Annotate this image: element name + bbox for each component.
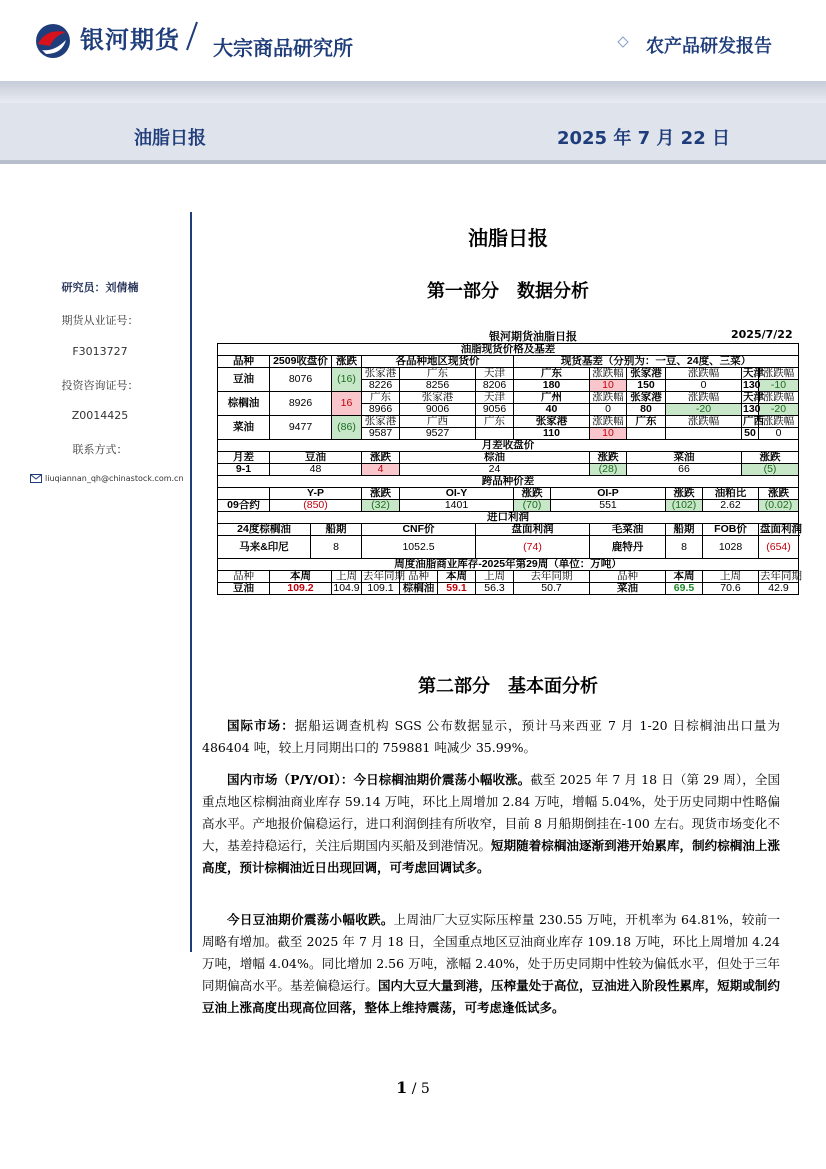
spread-cell: 9-1 xyxy=(218,464,270,476)
basis-loc: 张家港 xyxy=(627,368,666,380)
report-type: 农产品研发报告 xyxy=(646,36,772,57)
import-cell: 鹿特丹 xyxy=(590,536,666,559)
cross-cell: 551 xyxy=(551,500,666,512)
header-band xyxy=(0,81,826,103)
inv-head: 去年同期 xyxy=(760,570,802,582)
price-cell: 9056 xyxy=(476,404,514,416)
section-import: 进口利润 xyxy=(218,512,799,524)
loc-cell: 广东 xyxy=(400,368,476,380)
basis-chg-label: 涨跌幅 xyxy=(666,368,742,380)
header-title: 油脂日报 xyxy=(134,128,206,149)
import-head: 船期 xyxy=(666,524,703,536)
import-cell: 马来&印尼 xyxy=(218,536,311,559)
basis-value xyxy=(627,428,666,440)
spread-head: 菜油 xyxy=(627,452,742,464)
spread-cell: 66 xyxy=(627,464,742,476)
inv-cell: 109.1 xyxy=(362,583,400,595)
cross-cell: (102) xyxy=(666,500,703,512)
price-cell xyxy=(476,428,514,440)
basis-chg-label: 涨跌幅 xyxy=(666,416,742,428)
row-close: 8926 xyxy=(270,392,332,416)
import-cell: 8 xyxy=(666,536,703,559)
spread-head: 涨跌 xyxy=(362,452,400,464)
section-cross: 跨品种价差 xyxy=(218,476,799,488)
cross-head: OI-P xyxy=(551,488,666,500)
import-head: CNF价 xyxy=(362,524,476,536)
inv-cell: 菜油 xyxy=(590,583,666,595)
basis-loc: 广西 xyxy=(743,415,764,427)
table-date: 2025/7/22 xyxy=(731,328,793,341)
loc-cell: 广东 xyxy=(476,416,514,428)
para-conclusion: 短期随着棕榈油逐渐到港开始累库，制约棕榈油上涨高度，预计棕榈油近日出现回调，可考虑回调试多。 xyxy=(202,838,780,875)
basis-loc: 广东 xyxy=(627,416,666,428)
cert-number: F3013727 xyxy=(72,345,128,358)
cross-head: 涨跌 xyxy=(759,488,799,500)
import-head: 毛菜油 xyxy=(590,524,666,536)
basis-chg-label: 涨跌幅 xyxy=(666,392,742,404)
loc-cell: 张家港 xyxy=(400,392,476,404)
price-cell: 8226 xyxy=(362,380,400,392)
inv-head: 本周 xyxy=(270,571,332,583)
basis-chg-label: 涨跌幅 xyxy=(590,368,627,380)
loc-cell: 张家港 xyxy=(362,416,400,428)
import-cell: (74) xyxy=(476,536,590,559)
row-chg: (86) xyxy=(332,416,362,440)
cross-cell: 09合约 xyxy=(218,500,270,512)
email-text[interactable]: liuqiannan_qh@chinastock.com.cn xyxy=(45,474,184,483)
import-cell: (654) xyxy=(759,536,799,559)
col-basis: 现货基差（分别为：一豆、24度、三菜） xyxy=(514,356,799,368)
inv-head: 品种 xyxy=(400,571,438,583)
basis-loc: 张家港 xyxy=(627,392,666,404)
cross-head: Y-P xyxy=(270,488,362,500)
loc-cell: 广西 xyxy=(400,416,476,428)
inv-cell: 69.5 xyxy=(666,583,703,595)
part2-heading: 第二部分 基本面分析 xyxy=(418,676,598,697)
basis-loc: 天津 xyxy=(743,391,764,403)
spread-head: 棕油 xyxy=(400,452,590,464)
para-lead: 今日豆油期价震荡小幅收跌。 xyxy=(227,912,394,927)
price-cell: 8966 xyxy=(362,404,400,416)
spread-cell: 48 xyxy=(270,464,362,476)
price-cell: 8206 xyxy=(476,380,514,392)
basis-loc: 广东 xyxy=(514,368,590,380)
report-header xyxy=(0,0,826,80)
basis-chg: 10 xyxy=(590,380,627,392)
spread-cell: 24 xyxy=(400,464,590,476)
row-name: 菜油 xyxy=(218,416,270,440)
loc-cell: 张家港 xyxy=(362,368,400,380)
galaxy-logo-icon xyxy=(32,22,74,60)
inv-head: 本周 xyxy=(438,571,476,583)
basis-chg-label: 涨跌幅 xyxy=(759,368,799,380)
page-current: 1 xyxy=(396,1078,408,1097)
import-head: 24度棕榈油 xyxy=(218,524,311,536)
inv-cell: 70.6 xyxy=(703,583,759,595)
page-number xyxy=(0,1078,826,1097)
row-close: 9477 xyxy=(270,416,332,440)
header-date: 2025 年 7 月 22 日 xyxy=(556,128,730,149)
inv-cell: 50.7 xyxy=(514,583,590,595)
import-head: 盘面利润 xyxy=(476,524,590,536)
basis-value: 40 xyxy=(514,404,590,416)
import-head: FOB价 xyxy=(703,524,759,536)
spread-cell: (5) xyxy=(742,464,799,476)
price-cell: 9587 xyxy=(362,428,400,440)
inv-head: 本周 xyxy=(666,571,703,583)
basis-chg-label: 涨跌幅 xyxy=(590,392,627,404)
inv-head: 上周 xyxy=(476,571,514,583)
cross-cell: (850) xyxy=(270,500,362,512)
import-cell: 1028 xyxy=(703,536,759,559)
basis-value: 110 xyxy=(514,428,590,440)
basis-chg-label: 涨跌幅 xyxy=(759,416,799,428)
cross-head: 涨跌 xyxy=(514,488,551,500)
inv-cell: 42.9 xyxy=(759,583,799,595)
basis-chg: -10 xyxy=(759,380,799,392)
diamond-icon xyxy=(617,36,629,48)
loc-cell: 天津 xyxy=(476,368,514,380)
import-head: 船期 xyxy=(311,524,362,536)
basis-value: 150 xyxy=(627,380,666,392)
basis-chg xyxy=(666,428,742,440)
spread-cell: 4 xyxy=(362,464,400,476)
inv-head: 品种 xyxy=(590,571,666,583)
paragraph-domestic xyxy=(202,769,780,879)
cross-cell: (70) xyxy=(514,500,551,512)
section-inventory: 周度油脂商业库存-2025年第29周（单位：万吨） xyxy=(218,559,799,571)
cross-cell: 1401 xyxy=(400,500,514,512)
main-title: 油脂日报 xyxy=(468,226,548,250)
researcher-name: 研究员：刘倩楠 xyxy=(61,281,139,294)
cross-cell: (32) xyxy=(362,500,400,512)
basis-chg: -20 xyxy=(666,404,742,416)
contact-email[interactable] xyxy=(30,474,184,483)
col-variety: 品种 xyxy=(218,356,270,368)
loc-cell: 天津 xyxy=(476,392,514,404)
spread-head: 豆油 xyxy=(270,452,362,464)
inv-head: 上周 xyxy=(703,571,759,583)
inv-cell: 豆油 xyxy=(218,583,270,595)
spread-head: 月差 xyxy=(218,452,270,464)
row-name: 豆油 xyxy=(218,368,270,392)
price-cell: 8256 xyxy=(400,380,476,392)
basis-value: 130 xyxy=(743,379,761,391)
para-conclusion: 国内大豆大量到港，压榨量处于高位，豆油进入阶段性累库，短期或制约豆油上涨高度出现高位回落，整体上维持震荡，可考虑逢低试多。 xyxy=(202,978,780,1015)
cross-head: 油粕比 xyxy=(703,488,759,500)
paragraph-international xyxy=(202,715,780,759)
inv-cell: 59.1 xyxy=(438,583,476,595)
inv-head: 品种 xyxy=(218,571,270,583)
basis-chg: 0 xyxy=(590,404,627,416)
basis-chg-label: 涨跌幅 xyxy=(590,416,627,428)
title-band-shadow xyxy=(0,160,826,164)
price-cell: 9006 xyxy=(400,404,476,416)
invest-label: 投资咨询证号： xyxy=(61,379,139,392)
cross-cell: 2.62 xyxy=(703,500,759,512)
basis-value: 50 xyxy=(742,428,759,440)
row-name: 棕榈油 xyxy=(218,392,270,416)
basis-value: 130 xyxy=(743,403,761,415)
cross-head xyxy=(218,488,270,500)
section-spot: 油脂现货价格及基差 xyxy=(218,344,799,356)
basis-chg: 0 xyxy=(666,380,742,392)
basis-chg: -20 xyxy=(759,404,799,416)
cross-head: 涨跌 xyxy=(666,488,703,500)
basis-value: 80 xyxy=(627,404,666,416)
paragraph-soybean xyxy=(202,909,780,1019)
para-lead: 国内市场（P/Y/OI）：今日棕榈油期价震荡小幅收涨。 xyxy=(227,772,531,787)
basis-chg: 10 xyxy=(590,428,627,440)
inv-head: 去年同期 xyxy=(363,570,405,582)
invest-number: Z0014425 xyxy=(71,409,129,422)
spread-head: 涨跌 xyxy=(590,452,627,464)
part1-heading: 第一部分 数据分析 xyxy=(427,281,589,302)
inv-cell: 109.2 xyxy=(270,583,332,595)
col-close: 2509收盘价 xyxy=(270,356,332,368)
basis-chg: 0 xyxy=(759,428,799,440)
import-cell: 8 xyxy=(311,536,362,559)
contact-label: 联系方式： xyxy=(72,443,128,456)
divider-slash xyxy=(185,20,199,52)
sidebar-divider xyxy=(190,212,192,952)
table-name: 银河期货油脂日报 xyxy=(489,330,577,343)
page-total: / 5 xyxy=(411,1081,430,1097)
institute-name: 大宗商品研究所 xyxy=(213,36,353,60)
basis-chg-label: 涨跌幅 xyxy=(759,392,799,404)
basis-loc: 天津 xyxy=(743,367,764,379)
cert-label: 期货从业证号： xyxy=(61,314,139,327)
spread-head: 涨跌 xyxy=(742,452,799,464)
brand-name: 银河期货 xyxy=(80,26,180,54)
row-close: 8076 xyxy=(270,368,332,392)
inv-cell: 56.3 xyxy=(476,583,514,595)
cross-head: 涨跌 xyxy=(362,488,400,500)
para-text: 上周油厂大豆实际压榨量 230.55 万吨，开机率为 64.81%，较前一周略有增加。截至 2025 年 7 月 18 日，全国重点地区豆油商业库存 109.18 万吨，环比上周增加 4.24 万吨，增幅 4.04%。同比增加 2.56 万吨，涨幅 2.40%，处于历史同期中性较为偏低水平，但处于三年同期偏高水平。基差偏稳运行。 xyxy=(202,912,780,993)
import-head: 盘面利润 xyxy=(760,523,802,535)
basis-loc: 张家港 xyxy=(514,416,590,428)
col-chg: 涨跌 xyxy=(332,356,362,368)
inv-cell: 棕榈油 xyxy=(400,583,438,595)
inv-head: 去年同期 xyxy=(514,571,590,583)
row-chg: 16 xyxy=(332,392,362,416)
mail-icon xyxy=(30,474,42,483)
para-text: 据船运调查机构 SGS 公布数据显示，预计马来西亚 7 月 1-20 日棕榈油出口量为 486404 吨，较上月同期出口的 759881 吨减少 35.99%。 xyxy=(202,718,780,755)
inv-head: 上周 xyxy=(332,571,362,583)
basis-loc: 广州 xyxy=(514,392,590,404)
basis-value: 180 xyxy=(514,380,590,392)
spread-cell: (28) xyxy=(590,464,627,476)
row-chg: (16) xyxy=(332,368,362,392)
para-text: 截至 2025 年 7 月 18 日（第 29 周），全国重点地区棕榈油商业库存 59.14 万吨，环比上周增加 2.84 万吨，增幅 5.04%，处于历史同期中性略偏高水平。产地报价偏稳运行，进口利润倒挂有所收窄，目前 8 月船期倒挂在-100 左右。现货市场变化不大，基差持稳运行，关注后期国内买船及到港情况。 xyxy=(202,772,780,853)
para-lead: 国际市场： xyxy=(227,718,295,733)
cross-head: OI-Y xyxy=(400,488,514,500)
oil-data-table xyxy=(217,343,802,595)
cross-cell: (0.02) xyxy=(759,500,799,512)
section-spread: 月差收盘价 xyxy=(218,440,799,452)
loc-cell: 广东 xyxy=(362,392,400,404)
col-regions: 各品种地区现货价 xyxy=(362,356,514,368)
import-cell: 1052.5 xyxy=(362,536,476,559)
price-cell: 9527 xyxy=(400,428,476,440)
inv-cell: 104.9 xyxy=(333,582,360,594)
